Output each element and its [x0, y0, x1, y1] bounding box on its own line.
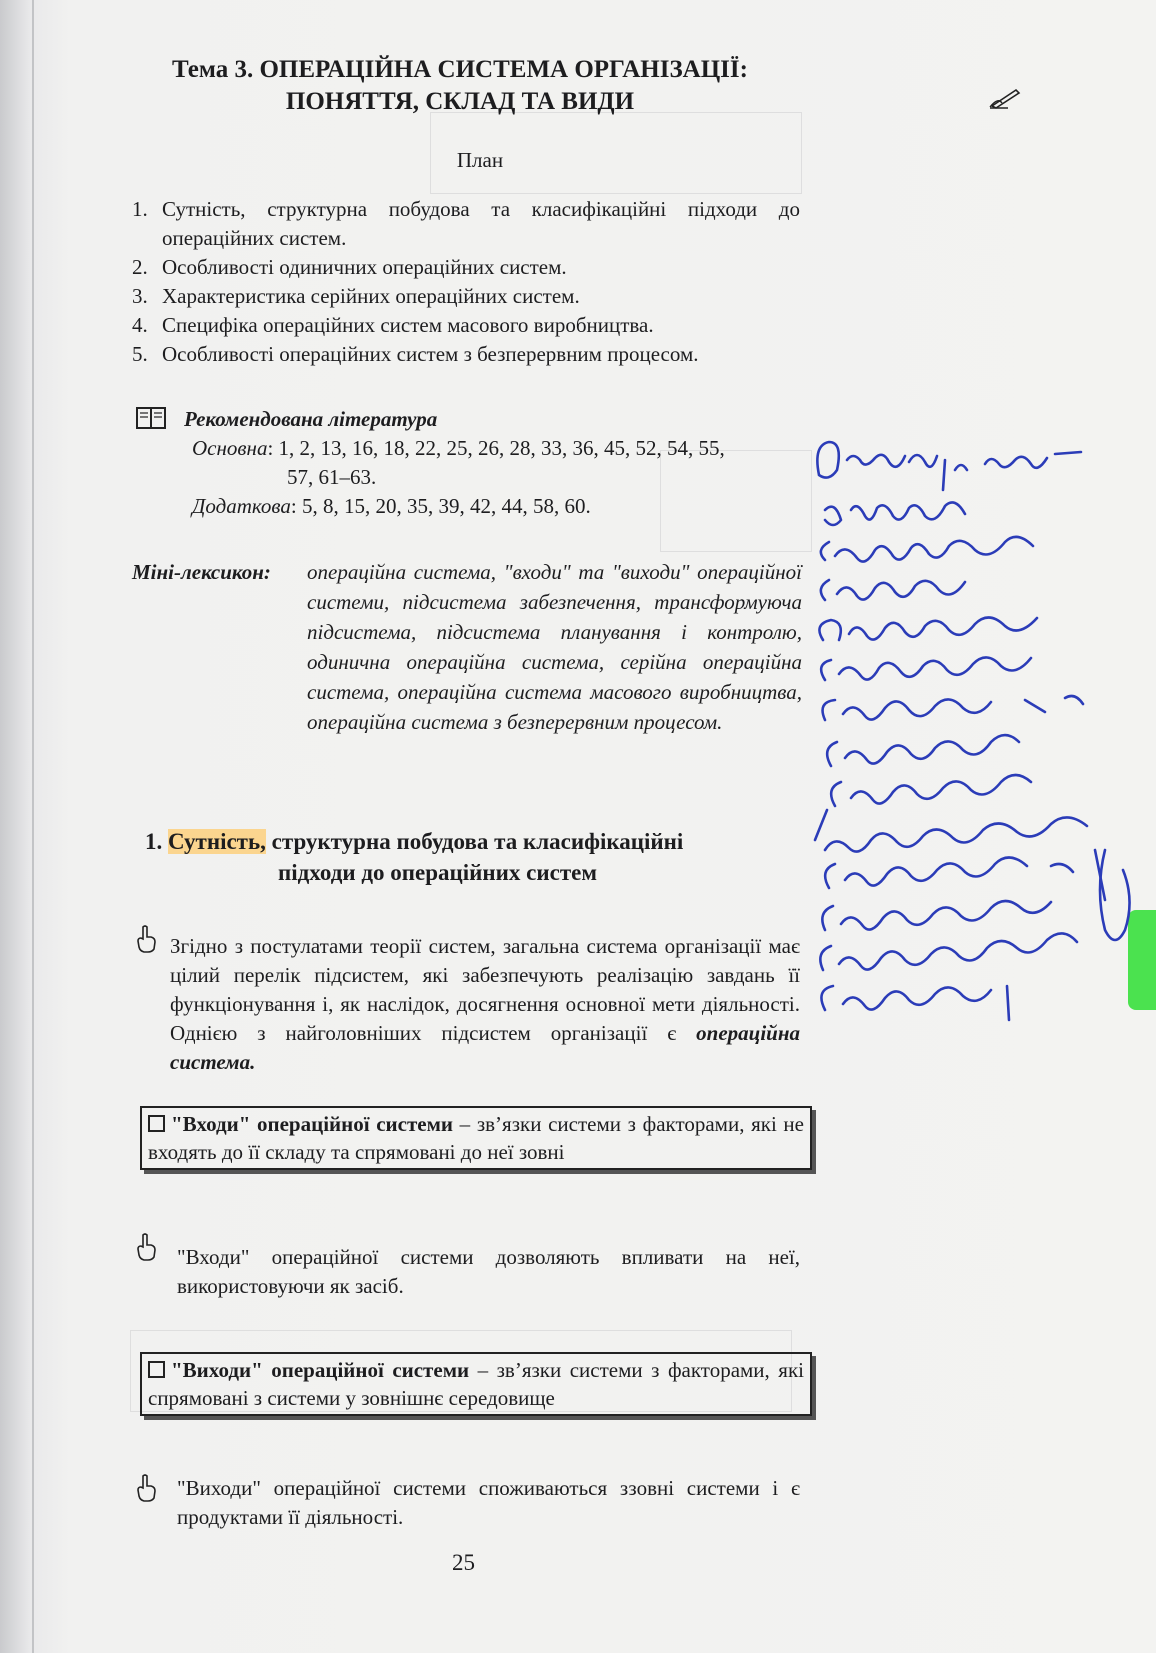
pencil-note-icon — [988, 87, 1022, 109]
title-line-1: Тема 3. ОПЕРАЦІЙНА СИСТЕМА ОРГАНІЗАЦІЇ: — [172, 56, 748, 83]
plan-item-number: 2. — [132, 255, 148, 279]
plan-item-text: Особливості одиничних операційних систем. — [162, 255, 567, 279]
title-line-2: ПОНЯТТЯ, СКЛАД ТА ВИДИ — [285, 88, 635, 115]
plan-item — [132, 311, 800, 340]
paragraph-intro-text: Згідно з постулатами теорії систем, загальна система організації має цілий перелік підсистем, які забезпечують реалізацію завдань її функціонування і, як наслідок, досягнення основної мети діяльності. Однією з найголовніших підсистем організації є — [170, 934, 800, 1045]
mini-lexicon — [132, 557, 802, 737]
binding-shadow — [32, 0, 34, 1653]
literature-extra-label: Додаткова — [192, 494, 291, 518]
paragraph-intro — [170, 932, 800, 1077]
lexicon-label: Міні-лексикон: — [132, 560, 271, 584]
checkbox-square-icon — [148, 1361, 165, 1378]
literature-main-label: Основна — [192, 436, 268, 460]
plan-item-number: 3. — [132, 284, 148, 308]
definition-text: – зв’язки системи з факторами, які спрямовані з системи у зовнішнє середовище — [148, 1358, 804, 1410]
plan-item — [132, 282, 800, 311]
book-icon — [136, 407, 166, 429]
definition-box-inputs — [140, 1106, 812, 1170]
literature-main — [132, 434, 812, 463]
highlighted-word: Сутність, — [168, 829, 266, 854]
plan-item — [132, 253, 800, 282]
pointing-hand-icon — [135, 1233, 157, 1261]
plan-item-text: Специфіка операційних систем масового виробництва. — [162, 313, 654, 337]
literature-heading — [132, 405, 812, 434]
plan-item — [132, 340, 800, 369]
definition-text: – зв’язки системи з факторами, які не входять до її складу та спрямовані до неї зовні — [148, 1112, 804, 1164]
plan-list — [132, 195, 800, 369]
definition-term: "Входи" операційної системи — [171, 1112, 454, 1136]
pointing-hand-icon — [135, 1474, 157, 1502]
literature-main-cont: 57, 61–63. — [287, 465, 377, 489]
plan-item-number: 5. — [132, 342, 148, 366]
paragraph-intro-bold: операційна система. — [170, 1021, 800, 1074]
definition-box-outputs — [140, 1352, 812, 1416]
paragraph-inputs-note: "Входи" операційної системи дозволяють впливати на неї, використовуючи як засіб. — [177, 1245, 800, 1298]
section-heading-line-1 — [145, 826, 805, 857]
page-number: 25 — [452, 1550, 475, 1575]
literature-main-text: : 1, 2, 13, 16, 18, 22, 25, 26, 28, 33, 36, 45, 52, 54, 55, — [267, 436, 725, 460]
definition-term: "Виходи" операційної системи — [171, 1358, 470, 1382]
literature-heading-text: Рекомендована література — [184, 407, 438, 431]
section-number: 1. — [145, 829, 163, 854]
plan-item-number: 4. — [132, 313, 148, 337]
handwritten-note — [805, 430, 1145, 1030]
page-title — [130, 54, 790, 118]
literature-block — [132, 405, 812, 521]
plan-item-text: Характеристика серійних операційних систем. — [162, 284, 580, 308]
literature-extra — [132, 492, 812, 521]
paragraph-outputs-note: "Виходи" операційної системи споживаються ззовні системи і є продуктами її діяльності. — [177, 1476, 800, 1529]
plan-heading: План — [456, 148, 504, 172]
plan-item-number: 1. — [132, 197, 148, 221]
section-heading — [145, 826, 805, 888]
pointing-hand-icon — [135, 925, 157, 953]
section-heading-line-2: підходи до операційних систем — [278, 860, 598, 885]
checkbox-square-icon — [148, 1115, 165, 1132]
literature-extra-text: : 5, 8, 15, 20, 35, 39, 42, 44, 58, 60. — [290, 494, 591, 518]
lexicon-text: операційна система, "входи" та "виходи" операційної системи, підсистема забезпечення, трансформуюча підсистема, підсистема планування і контролю, одинична операційна система, серійна операційна система, операційна система масового виробництва, операційна система з безперервним процесом. — [307, 560, 802, 734]
section-heading-rest: структурна побудова та класифікаційні — [271, 829, 684, 854]
plan-item-text: Сутність, структурна побудова та класифікаційні підходи до операційних систем. — [162, 197, 800, 250]
plan-item — [132, 195, 800, 253]
plan-item-text: Особливості операційних систем з безперервним процесом. — [162, 342, 699, 366]
